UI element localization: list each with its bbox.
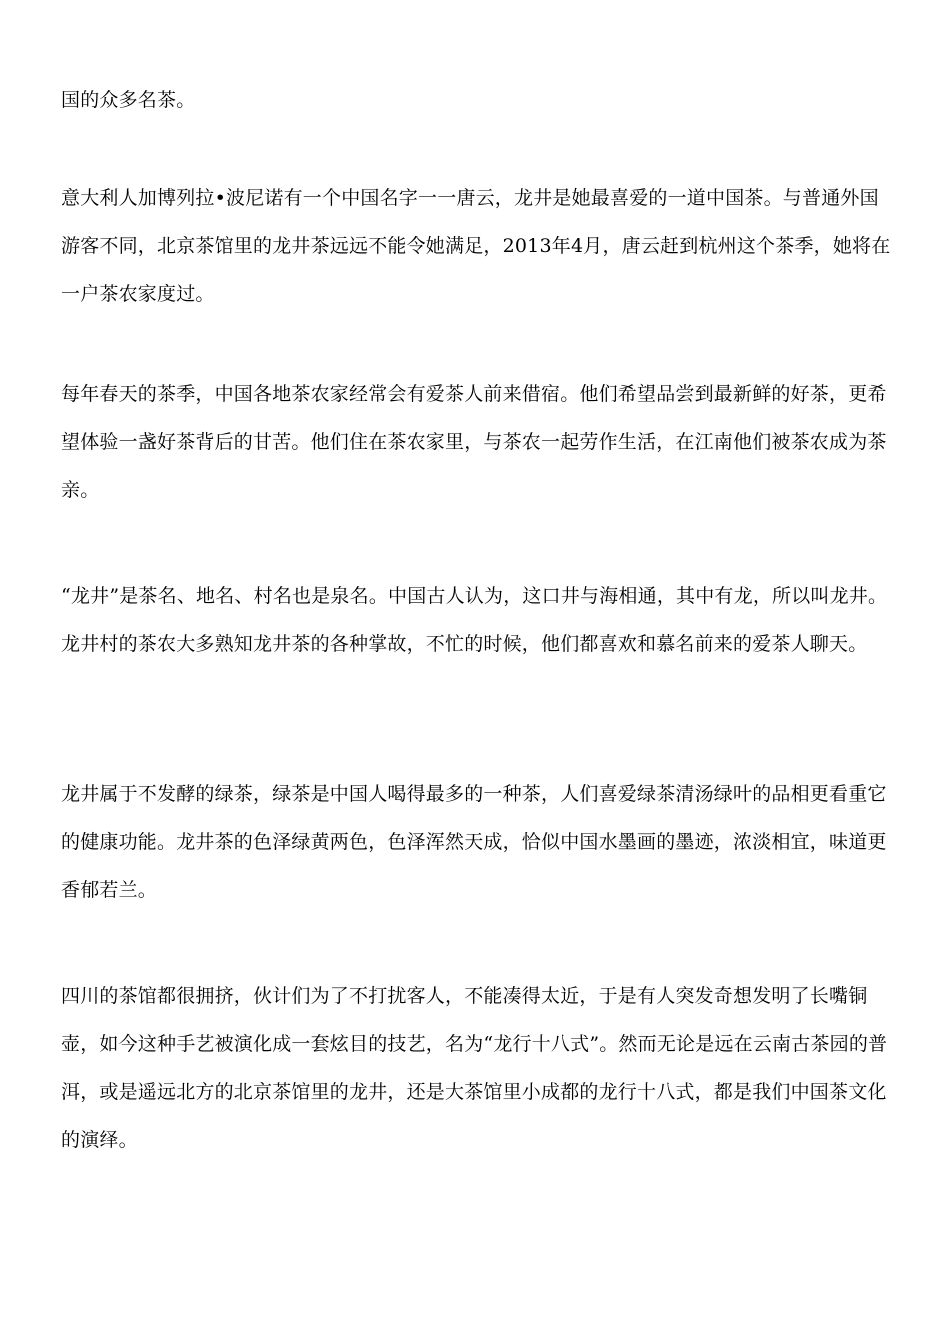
paragraph-tea-season-guests: 每年春天的茶季，中国各地茶农家经常会有爱茶人前来借宿。他们希望品尝到最新鲜的好茶，更希望体验一盏好茶背后的甘苦。他们住在茶农家里，与茶农一起劳作生活，在江南他们被茶农成为茶亲。 [61,383,887,501]
paragraph-sichuan-teahouse: 四川的茶馆都很拥挤，伙计们为了不打扰客人，不能凑得太近，于是有人突发奇想发明了长嘴铜壶，如今这种手艺被演化成一套炫目的技艺，名为“龙行十八式”。然而无论是远在云南古茶园的普洱，或是遥远北方的北京茶馆里的龙井，还是大茶馆里小成都的龙行十八式，都是我们中国茶文化的演绎。 [61,985,888,1151]
paragraph-longjing-name: “龙井”是茶名、地名、村名也是泉名。中国古人认为，这口井与海相通，其中有龙，所以叫龙井。龙井村的茶农大多熟知龙井茶的各种掌故，不忙的时候，他们都喜欢和慕名前来的爱茶人聊天。 [61,585,888,655]
paragraph-green-tea: 龙井属于不发酵的绿茶，绿茶是中国人喝得最多的一种茶，人们喜爱绿茶清汤绿叶的品相更看重它的健康功能。龙井茶的色泽绿黄两色，色泽浑然天成，恰似中国水墨画的墨迹，浓淡相宜，味道更香郁若兰。 [61,783,887,901]
paragraph-famous-teas-ending: 国的众多名茶。 [61,89,196,111]
paragraph-tang-yun: 意大利人加博列拉•波尼诺有一个中国名字一一唐云，龙井是她最喜爱的一道中国茶。与普通外国游客不同，北京茶馆里的龙井茶远远不能令她满足，2013年4月，唐云赶到杭州这个茶季，她将在一户茶农家度过。 [61,187,891,305]
